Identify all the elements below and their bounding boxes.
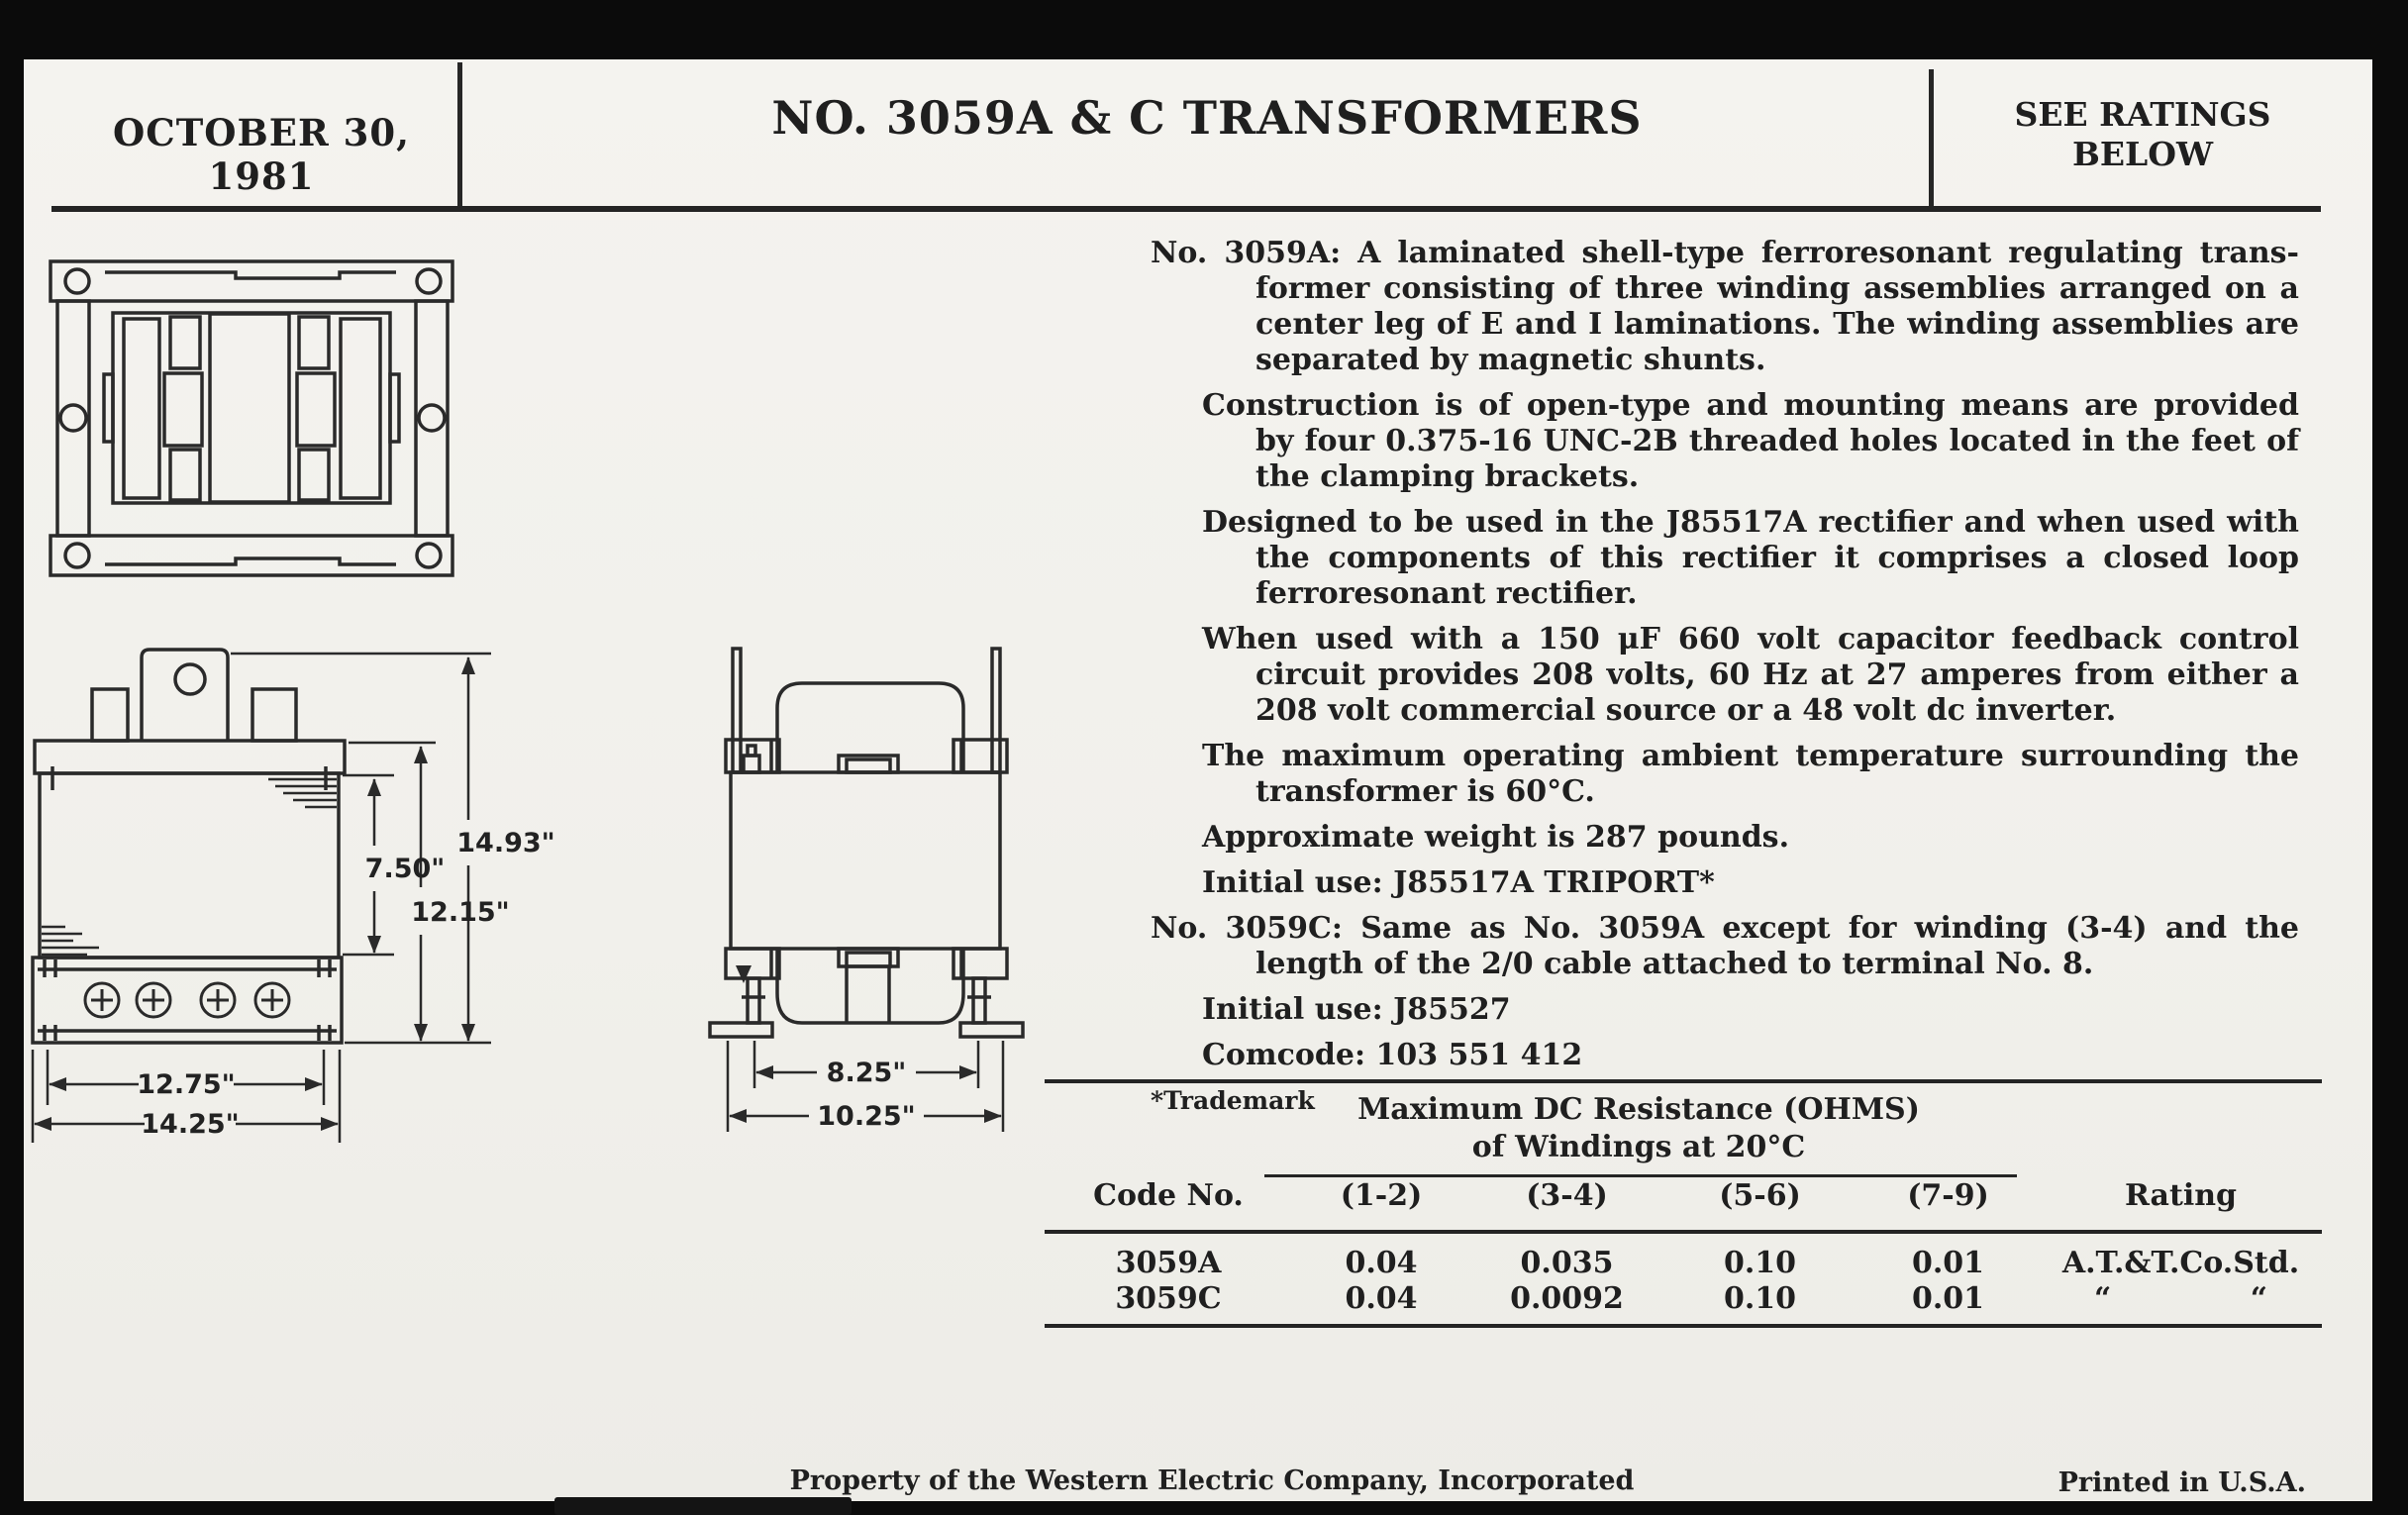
column-header-3-4: (3-4) xyxy=(1526,1178,1608,1213)
description-paragraph: The maximum operating ambient temperature surrounding the transformer is 60°C. xyxy=(1202,739,2299,809)
column-header-1-2: (1-2) xyxy=(1340,1178,1423,1213)
dimension-side-total-width: 10.25" xyxy=(817,1101,916,1132)
description-paragraph: Initial use: J85517A TRIPORT* xyxy=(1202,865,1715,900)
description-paragraph: When used with a 150 μF 660 volt capacitor feedback control circuit provides 208 volts, 60 Hz at 27 amperes from either a 208 volt commercial source or a 48 volt dc inverter. xyxy=(1202,622,2299,728)
dimension-core-height: 12.15" xyxy=(411,897,510,928)
side-view-outline xyxy=(710,649,1023,1037)
description-paragraph: Construction is of open-type and mounting means are provided by four 0.375-16 UNC-2B threaded holes located in the feet of the clamping brackets. xyxy=(1202,388,2299,494)
description-paragraph: Initial use: J85527 xyxy=(1202,992,1511,1027)
table-title xyxy=(1203,1091,2074,1166)
cell-r79: 0.01 xyxy=(1911,1281,1985,1316)
trademark-footnote: *Trademark xyxy=(1151,1086,1315,1115)
cell-r56: 0.10 xyxy=(1723,1281,1797,1316)
top-view-outline xyxy=(50,261,452,575)
cell-r56: 0.10 xyxy=(1723,1246,1797,1280)
top-view-drawing xyxy=(48,257,458,579)
ditto-mark: “ xyxy=(2094,1281,2112,1316)
ratings-table xyxy=(1045,1079,2322,1376)
front-view-drawing xyxy=(28,642,671,1246)
header-divider-left xyxy=(457,62,462,210)
column-header-rating: Rating xyxy=(2124,1178,2238,1213)
table-title-line1: Maximum DC Resistance (OHMS) xyxy=(1357,1092,1920,1127)
header-divider-right xyxy=(1929,69,1934,211)
cell-rating-ditto xyxy=(2040,1281,2322,1316)
terminal-symbols xyxy=(85,983,289,1017)
description-paragraph: Designed to be used in the J85517A rectifier and when used with the components of this rectifier it comprises a closed loop ferroresonant rectifier. xyxy=(1202,505,2299,611)
table-title-line2: of Windings at 20°C xyxy=(1471,1130,1806,1164)
document-page xyxy=(24,59,2372,1501)
ratings-note-line1: SEE RATINGS xyxy=(2014,95,2271,134)
column-header-code: Code No. xyxy=(1093,1178,1244,1213)
description-paragraph: Approximate weight is 287 pounds. xyxy=(1202,820,1790,855)
table-rule-bottom xyxy=(1045,1324,2322,1328)
issue-date: OCTOBER 30, 1981 xyxy=(113,111,410,198)
description-paragraph: Comcode: 103 551 412 xyxy=(1202,1038,1583,1072)
cell-code: 3059C xyxy=(1115,1281,1222,1316)
ratings-note xyxy=(1964,95,2321,174)
lamination-hatching xyxy=(42,779,337,955)
cell-r34: 0.0092 xyxy=(1510,1281,1624,1316)
cell-r34: 0.035 xyxy=(1520,1246,1614,1280)
cell-r79: 0.01 xyxy=(1911,1246,1985,1280)
side-view-drawing xyxy=(698,639,1035,1245)
dimension-inner-width: 12.75" xyxy=(137,1069,236,1100)
cell-r12: 0.04 xyxy=(1345,1246,1418,1280)
description-block xyxy=(1151,236,2299,1129)
dimension-total-height: 14.93" xyxy=(456,828,555,858)
table-row xyxy=(1045,1246,2322,1280)
description-paragraph: No. 3059C: Same as No. 3059A except for winding (3-4) and the length of the 2/0 cable attached to terminal No. 8. xyxy=(1151,911,2299,981)
front-view-outline xyxy=(33,650,345,1043)
scan-artifact xyxy=(554,1497,852,1515)
dimension-side-inner-width: 8.25" xyxy=(826,1058,907,1088)
ditto-mark: “ xyxy=(2250,1281,2267,1316)
cell-r12: 0.04 xyxy=(1345,1281,1418,1316)
column-header-5-6: (5-6) xyxy=(1719,1178,1801,1213)
property-notice: Property of the Western Electric Company, Incorporated xyxy=(789,1465,1635,1496)
table-rule-mid xyxy=(1045,1230,2322,1234)
table-row xyxy=(1045,1281,2322,1316)
column-header-7-9: (7-9) xyxy=(1907,1178,1989,1213)
printed-notice: Printed in U.S.A. xyxy=(2057,1467,2306,1498)
cell-rating: A.T.&T.Co.Std. xyxy=(2061,1246,2300,1280)
header-rule xyxy=(51,206,2321,212)
dimension-total-width: 14.25" xyxy=(141,1109,240,1140)
cell-code: 3059A xyxy=(1115,1246,1222,1280)
description-paragraph: No. 3059A: A laminated shell-type ferroresonant regulating trans- former consisting of three winding assemblies arranged on a center leg of E and I laminations. The winding assemblies are separated by magnetic shunts. xyxy=(1151,236,2299,377)
table-rule-under-title xyxy=(1264,1174,2017,1177)
table-header-row xyxy=(1045,1178,2322,1213)
dimension-window-height: 7.50" xyxy=(364,854,446,884)
page-title: NO. 3059A & C TRANSFORMERS xyxy=(771,91,1643,145)
ratings-note-line2: BELOW xyxy=(2071,135,2214,173)
table-rule-top xyxy=(1045,1079,2322,1083)
